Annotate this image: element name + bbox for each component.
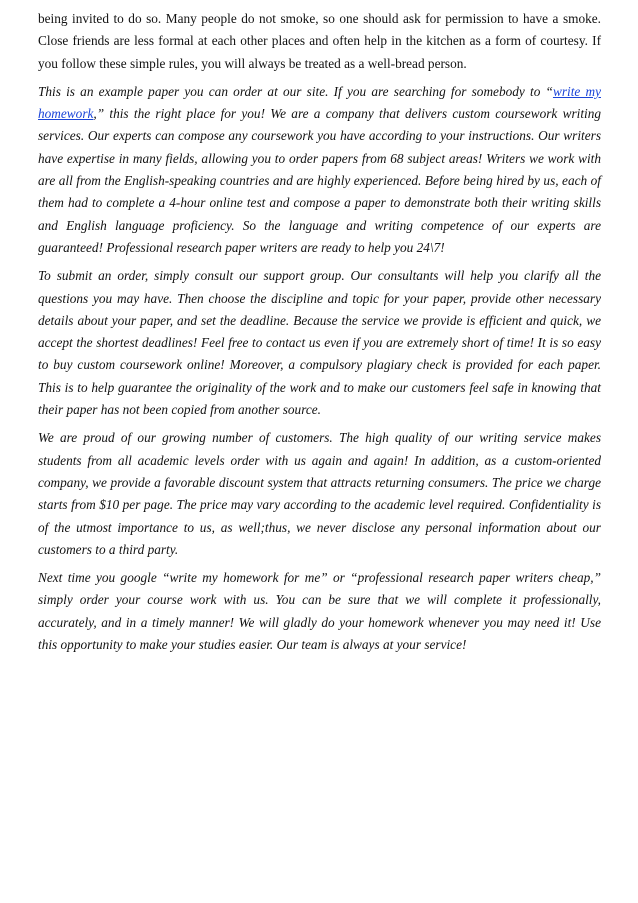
example-paper-paragraph xyxy=(38,81,601,259)
example-paper-intro: This is an example paper you can order at our site. If you are searching for somebody to “ xyxy=(38,83,553,99)
ordering-paragraph: To submit an order, simply consult our support group. Our consultants will help you clarify all the questions you may have. Then choose the discipline and topic for your paper, provide other necessary details about your paper, and set the deadline. Because the service we provide is efficient and quick, we accept the shortest deadlines! Feel free to contact us even if you are extremely short of time! It is so easy to buy custom coursework online! Moreover, a compulsory plagiary check is provided for each paper. This is to help guarantee the originality of the work and to make our customers feel safe in knowing that their paper has not been copied from another source. xyxy=(38,268,601,418)
etiquette-paragraph: being invited to do so. Many people do not smoke, so one should ask for permission to have a smoke. Close friends are less formal at each other places and often help in the kitchen as a form of courtesy. If you follow these simple rules, you will always be treated as a well-bread person. xyxy=(38,11,601,71)
closing-paragraph: Next time you google “write my homework for me” or “professional research paper writers cheap,” simply order your course work with us. You can be sure that we will complete it professionally, accurately, and in a timely manner! We will gladly do your homework whenever you may need it! Use this opportunity to make your studies easier. Our team is always at your service! xyxy=(38,570,601,653)
customers-paragraph: We are proud of our growing number of customers. The high quality of our writing service makes students from all academic levels order with us again and again! In addition, as a custom-oriented company, we provide a favorable discount system that attracts returning consumers. The price we charge starts from $10 per page. The price may vary according to the academic level required. Confidentiality is of the utmost importance to us, as well;thus, we never disclose any personal information about our customers to a third party. xyxy=(38,430,601,557)
document-page xyxy=(38,8,601,662)
write-my-homework-link[interactable]: write my homework xyxy=(38,83,601,122)
example-paper-body: ,” this the right place for you! We are a company that delivers custom coursework writing services. Our experts can compose any coursework you have according to your instructions. Our writers have expertise in many fields, allowing you to order papers from 68 subject areas! Writers we work with are all from the English-speaking countries and are highly experienced. Before being hired by us, each of them had to complete a 4-hour online test and compose a paper to demonstrate both their writing skills and English language proficiency. So the language and writing competence of our experts are guaranteed! Professional research paper writers are ready to help you 24\7! xyxy=(38,106,601,255)
